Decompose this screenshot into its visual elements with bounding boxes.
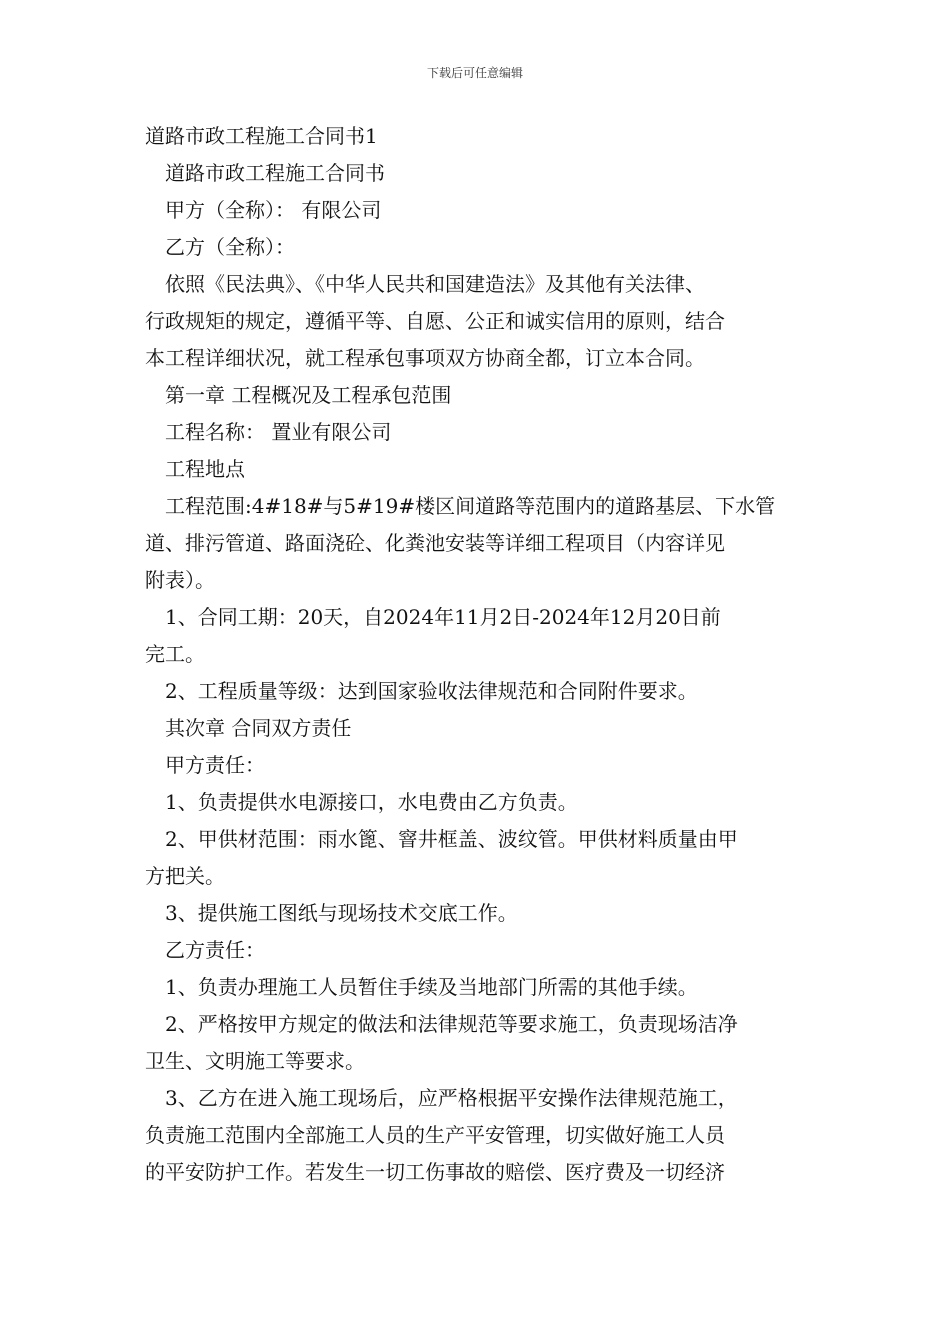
document-line: 2、严格按甲方规定的做法和法律规范等要求施工，负责现场洁净 <box>165 1012 738 1036</box>
document-line: 完工。 <box>145 642 205 666</box>
document-line: 工程范围:4#18#与5#19#楼区间道路等范围内的道路基层、下水管 <box>165 494 776 518</box>
document-body <box>145 118 810 1191</box>
document-line: 依照《民法典》、《中华人民共和国建造法》及其他有关法律、 <box>165 272 705 296</box>
document-line: 甲方（全称）： 有限公司 <box>165 198 382 222</box>
document-line: 1、合同工期：20天，自2024年11月2日-2024年12月20日前 <box>165 605 721 629</box>
document-line: 第一章 工程概况及工程承包范围 <box>165 383 452 407</box>
document-line: 乙方责任： <box>165 938 265 962</box>
document-line: 甲方责任： <box>165 753 265 777</box>
document-line: 道路市政工程施工合同书 <box>165 161 385 185</box>
document-line: 3、提供施工图纸与现场技术交底工作。 <box>165 901 518 925</box>
page-header: 下载后可任意编辑 <box>426 66 523 80</box>
document-line: 本工程详细状况，就工程承包事项双方协商全都，订立本合同。 <box>145 346 705 370</box>
document-line: 乙方（全称）： <box>165 235 295 259</box>
document-line: 方把关。 <box>145 864 225 888</box>
document-line: 工程地点 <box>165 457 245 481</box>
document-line: 3、乙方在进入施工现场后，应严格根据平安操作法律规范施工， <box>165 1086 738 1110</box>
document-line: 行政规矩的规定，遵循平等、自愿、公正和诚实信用的原则，结合 <box>145 309 725 333</box>
document-line: 附表）。 <box>145 568 215 592</box>
document-line: 2、甲供材范围：雨水篦、窨井框盖、波纹管。甲供材料质量由甲 <box>165 827 738 851</box>
document-line: 道路市政工程施工合同书1 <box>145 124 378 148</box>
document-line: 2、工程质量等级：达到国家验收法律规范和合同附件要求。 <box>165 679 698 703</box>
document-line: 卫生、文明施工等要求。 <box>145 1049 365 1073</box>
document-line: 1、负责提供水电源接口，水电费由乙方负责。 <box>165 790 578 814</box>
document-line: 的平安防护工作。若发生一切工伤事故的赔偿、医疗费及一切经济 <box>145 1160 725 1184</box>
document-line: 其次章 合同双方责任 <box>165 716 352 740</box>
document-line: 工程名称： 置业有限公司 <box>165 420 392 444</box>
document-line: 1、负责办理施工人员暂住手续及当地部门所需的其他手续。 <box>165 975 698 999</box>
document-line: 负责施工范围内全部施工人员的生产平安管理，切实做好施工人员 <box>145 1123 725 1147</box>
document-line: 道、排污管道、路面浇砼、化粪池安装等详细工程项目（内容详见 <box>145 531 725 555</box>
